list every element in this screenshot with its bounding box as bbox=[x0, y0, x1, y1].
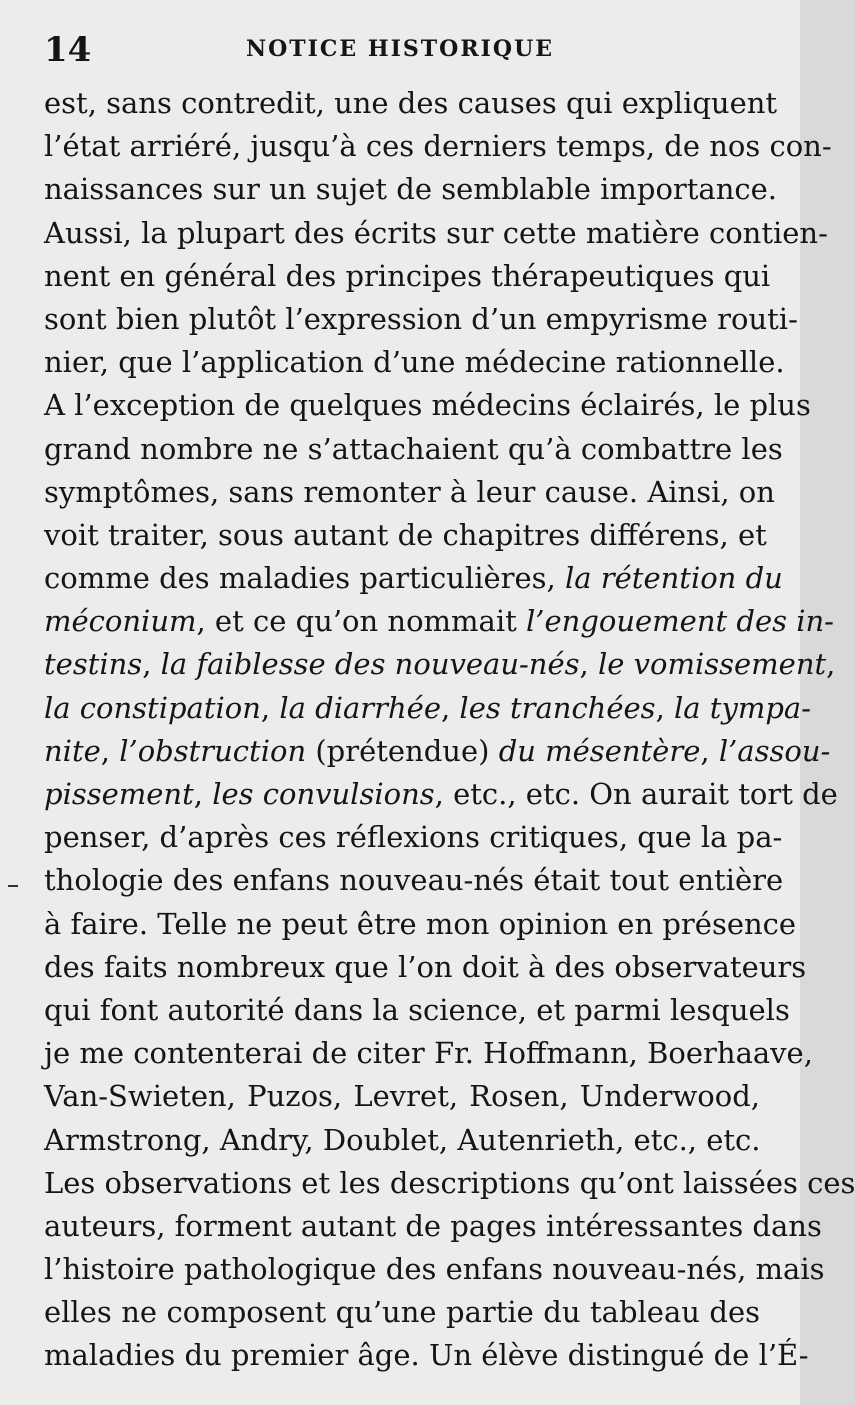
text-line: des faits nombreux que l’on doit à des observateurs bbox=[44, 949, 807, 984]
text-segment: , bbox=[193, 777, 213, 811]
text-segment: , bbox=[100, 733, 120, 768]
text-line: auteurs, forment autant de pages intéressantes dans bbox=[44, 1208, 822, 1243]
text-segment: , bbox=[826, 647, 836, 682]
text-line: thologie des enfans nouveau-nés était tout entière bbox=[44, 863, 784, 898]
text-line: est, sans contredit, une des causes qui expliquent bbox=[44, 86, 778, 120]
body-text bbox=[44, 82, 855, 1378]
page-header bbox=[0, 30, 800, 70]
text-line: penser, d’après ces réflexions critiques, que la pa- bbox=[44, 820, 783, 855]
text-segment: , et ce qu’on nommait bbox=[196, 604, 526, 639]
text-line bbox=[44, 600, 834, 643]
text-segment: , bbox=[142, 647, 161, 682]
margin-mark bbox=[8, 885, 18, 887]
italic-segment: la rétention du bbox=[564, 561, 783, 596]
text-line: Aussi, la plupart des écrits sur cette matière contien- bbox=[44, 215, 828, 250]
text-line: maladies du premier âge. Un élève distingué de l’É- bbox=[44, 1338, 809, 1373]
italic-segment: la constipation bbox=[44, 690, 261, 725]
text-line bbox=[44, 557, 783, 600]
italic-segment: testins bbox=[44, 647, 143, 682]
text-line: l’état arriéré, jusqu’à ces derniers temps, de nos con- bbox=[44, 129, 832, 164]
text-line: je me contenterai de citer Fr. Hoffmann, Boerhaave, bbox=[44, 1036, 813, 1071]
text-line bbox=[44, 773, 838, 816]
text-segment: , bbox=[655, 690, 675, 725]
italic-segment: l’obstruction bbox=[119, 733, 307, 768]
text-segment: , bbox=[440, 690, 460, 725]
text-segment: , etc., etc. On aurait tort de bbox=[434, 777, 838, 811]
page-number: 14 bbox=[44, 30, 92, 70]
text-line: qui font autorité dans la science, et parmi lesquels bbox=[44, 992, 790, 1027]
italic-segment: pissement bbox=[44, 777, 194, 811]
text-line bbox=[44, 687, 811, 730]
text-line: A l’exception de quelques médecins éclairés, le plus bbox=[44, 388, 811, 423]
italic-segment: l’assou- bbox=[718, 733, 831, 768]
text-line: symptômes, sans remonter à leur cause. Ainsi, on bbox=[44, 474, 775, 509]
text-line: nier, que l’application d’une médecine rationnelle. bbox=[44, 345, 785, 380]
text-line: l’histoire pathologique des enfans nouveau-nés, mais bbox=[44, 1252, 825, 1287]
text-line: grand nombre ne s’attachaient qu’à combattre les bbox=[44, 431, 783, 466]
text-line: Les observations et les descriptions qu’ont laissées ces bbox=[44, 1165, 855, 1200]
text-line: elles ne composent qu’une partie du tableau des bbox=[44, 1295, 760, 1330]
italic-segment: la tympa- bbox=[674, 690, 811, 725]
italic-segment: du mésentère bbox=[498, 733, 701, 768]
italic-segment: nite bbox=[44, 733, 101, 768]
text-line: nent en général des principes thérapeutiques qui bbox=[44, 258, 771, 293]
text-segment: comme des maladies particulières, bbox=[44, 561, 565, 596]
text-line: Van-Swieten, Puzos, Levret, Rosen, Underwood, bbox=[44, 1079, 760, 1114]
text-segment: (prétendue) bbox=[306, 733, 499, 768]
italic-segment: l’engouement des in- bbox=[525, 604, 834, 639]
text-line: voit traiter, sous autant de chapitres différens, et bbox=[44, 517, 767, 552]
italic-segment: les convulsions bbox=[212, 777, 435, 811]
text-segment: , bbox=[700, 733, 719, 768]
italic-segment: les tranchées bbox=[459, 690, 656, 725]
italic-segment: la diarrhée bbox=[279, 690, 441, 725]
italic-segment: le vomissement bbox=[597, 647, 827, 682]
text-line: à faire. Telle ne peut être mon opinion en présence bbox=[44, 906, 797, 941]
italic-segment: méconium bbox=[44, 604, 197, 639]
text-segment: , bbox=[260, 690, 280, 725]
text-line: naissances sur un sujet de semblable importance. bbox=[44, 172, 778, 207]
text-segment: , bbox=[579, 647, 598, 682]
text-line: Armstrong, Andry, Doublet, Autenrieth, etc., etc. bbox=[44, 1122, 761, 1157]
italic-segment: la faiblesse des nouveau-nés bbox=[160, 647, 580, 682]
text-line bbox=[44, 643, 836, 686]
running-head: NOTICE HISTORIQUE bbox=[245, 36, 555, 62]
text-line bbox=[44, 730, 831, 773]
text-line: sont bien plutôt l’expression d’un empyrisme routi- bbox=[44, 301, 798, 336]
